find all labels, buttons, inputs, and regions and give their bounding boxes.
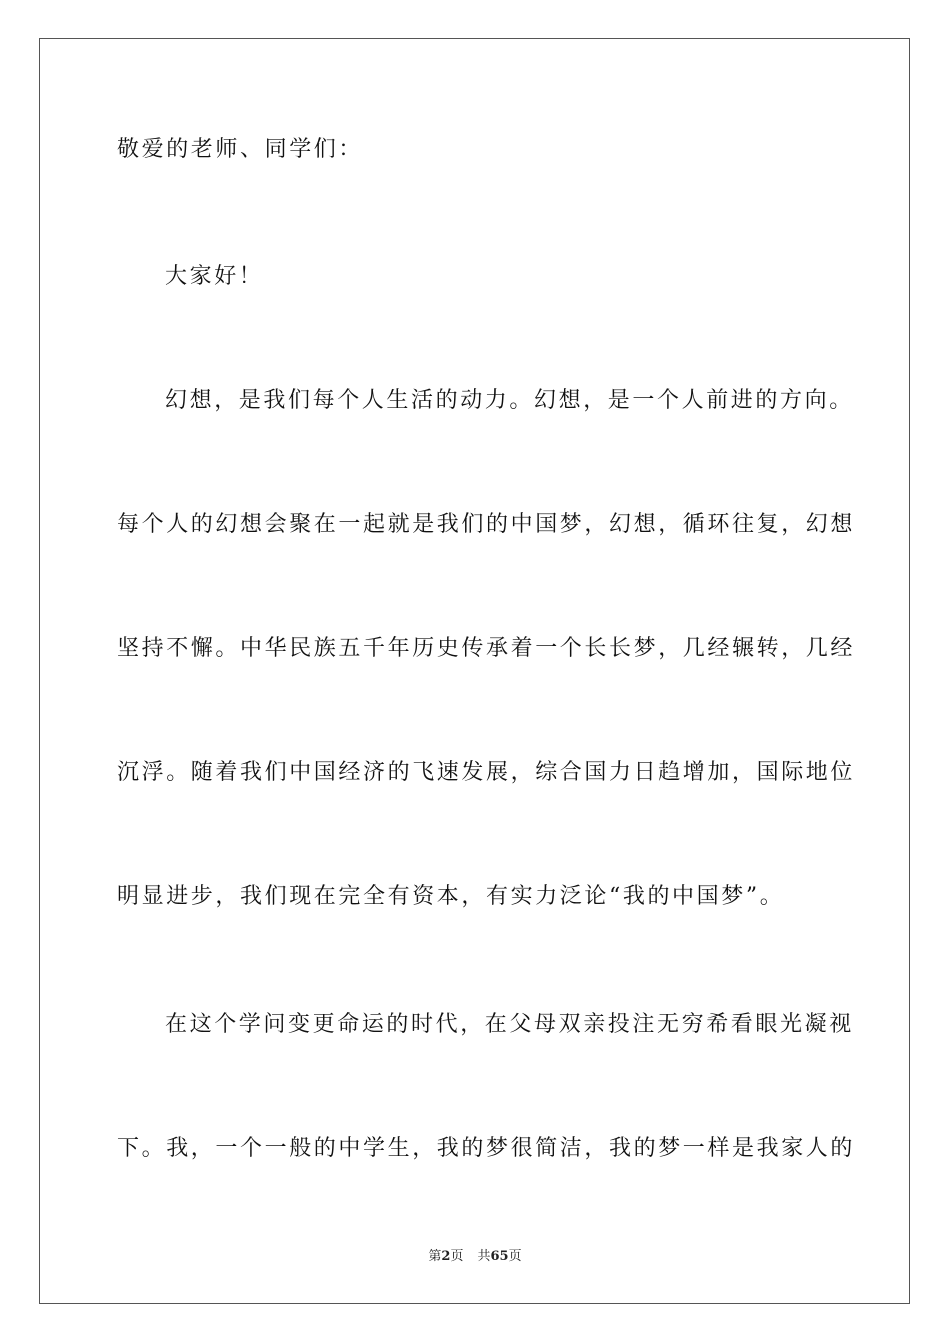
page-footer <box>0 1248 950 1266</box>
page-border <box>39 38 910 1304</box>
paragraph-line: 沉浮。随着我们中国经济的飞速发展，综合国力日趋增加，国际地位 <box>117 760 856 785</box>
total-pages: 65 <box>490 1249 509 1264</box>
paragraph-line: 明显进步，我们现在完全有资本，有实力泛论“我的中国梦”。 <box>117 884 785 909</box>
page-suffix: 页 <box>450 1249 464 1264</box>
total-suffix: 页 <box>508 1249 522 1264</box>
paragraph-line: 下。我，一个一般的中学生，我的梦很简洁，我的梦一样是我家人的 <box>117 1136 856 1161</box>
paragraph-line: 在这个学问变更命运的时代，在父母双亲投注无穷希看眼光凝视 <box>165 1012 854 1037</box>
page-number: 2 <box>441 1249 451 1264</box>
paragraph-line: 坚持不懈。中华民族五千年历史传承着一个长长梦，几经辗转，几经 <box>117 636 856 661</box>
paragraph-line: 每个人的幻想会聚在一起就是我们的中国梦，幻想，循环往复，幻想 <box>117 512 856 537</box>
greeting-line: 大家好！ <box>165 264 264 289</box>
page-prefix: 第 <box>428 1249 442 1264</box>
salutation-line: 敬爱的老师、同学们： <box>117 137 364 162</box>
paragraph-line: 幻想，是我们每个人生活的动力。幻想，是一个人前进的方向。 <box>165 388 854 413</box>
total-prefix: 共 <box>477 1249 491 1264</box>
